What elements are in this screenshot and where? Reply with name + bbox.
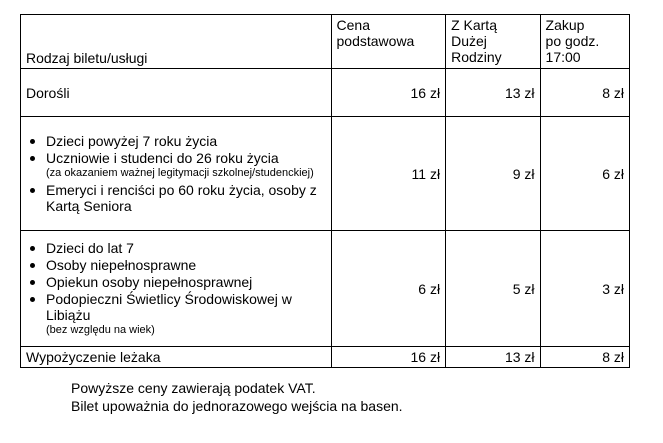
price-after-17: 3 zł [540, 231, 629, 347]
header-after-17: Zakup po godz. 17:00 [540, 15, 629, 69]
list-item: Dzieci do lat 7 [26, 240, 326, 256]
list-item: Dzieci powyżej 7 roku życia [26, 133, 326, 149]
header-large-family-card: Z Kartą Dużej Rodziny [446, 15, 540, 69]
header-base-price: Cena podstawowa [331, 15, 446, 69]
list-item: Uczniowie i studenci do 26 roku życia (za okazaniem ważnej legitymacji szkolnej/studenckiej) [26, 150, 326, 181]
price-table [20, 14, 630, 368]
price-after-17: 6 zł [540, 117, 629, 231]
row-label: Wypożyczenie leżaka [21, 347, 332, 368]
vat-note: Powyższe ceny zawierają podatek VAT. [71, 380, 316, 396]
list-item: Emeryci i renciści po 60 roku życia, osoby z Kartą Seniora [26, 182, 326, 214]
list-item: Opiekun osoby niepełnosprawnej [26, 274, 326, 290]
price-family-card: 9 zł [446, 117, 540, 231]
price-base: 16 zł [331, 69, 446, 117]
list-item-note: (bez względu na wiek) [46, 323, 155, 336]
row-categories [21, 231, 332, 347]
price-base: 16 zł [331, 347, 446, 368]
table-row [21, 117, 630, 231]
price-base: 11 zł [331, 117, 446, 231]
list-item: Osoby niepełnosprawne [26, 257, 326, 273]
table-row [21, 231, 630, 347]
list-item: Podopieczni Świetlicy Środowiskowej w Libiążu (bez względu na wiek) [26, 291, 326, 338]
row-label: Dorośli [21, 69, 332, 117]
table-row [21, 69, 630, 117]
ticket-validity-note: Bilet upoważnia do jednorazowego wejścia na basen. [71, 398, 403, 414]
price-base: 6 zł [331, 231, 446, 347]
price-family-card: 5 zł [446, 231, 540, 347]
footer-notes [71, 379, 403, 415]
list-item-note: (za okazaniem ważnej legitymacji szkolnej/studenckiej) [46, 167, 314, 179]
table-header-row [21, 15, 630, 69]
row-categories [21, 117, 332, 231]
header-ticket-type: Rodzaj biletu/usługi [21, 15, 332, 69]
price-family-card: 13 zł [446, 347, 540, 368]
table-row [21, 347, 630, 368]
price-after-17: 8 zł [540, 347, 629, 368]
price-family-card: 13 zł [446, 69, 540, 117]
price-after-17: 8 zł [540, 69, 629, 117]
